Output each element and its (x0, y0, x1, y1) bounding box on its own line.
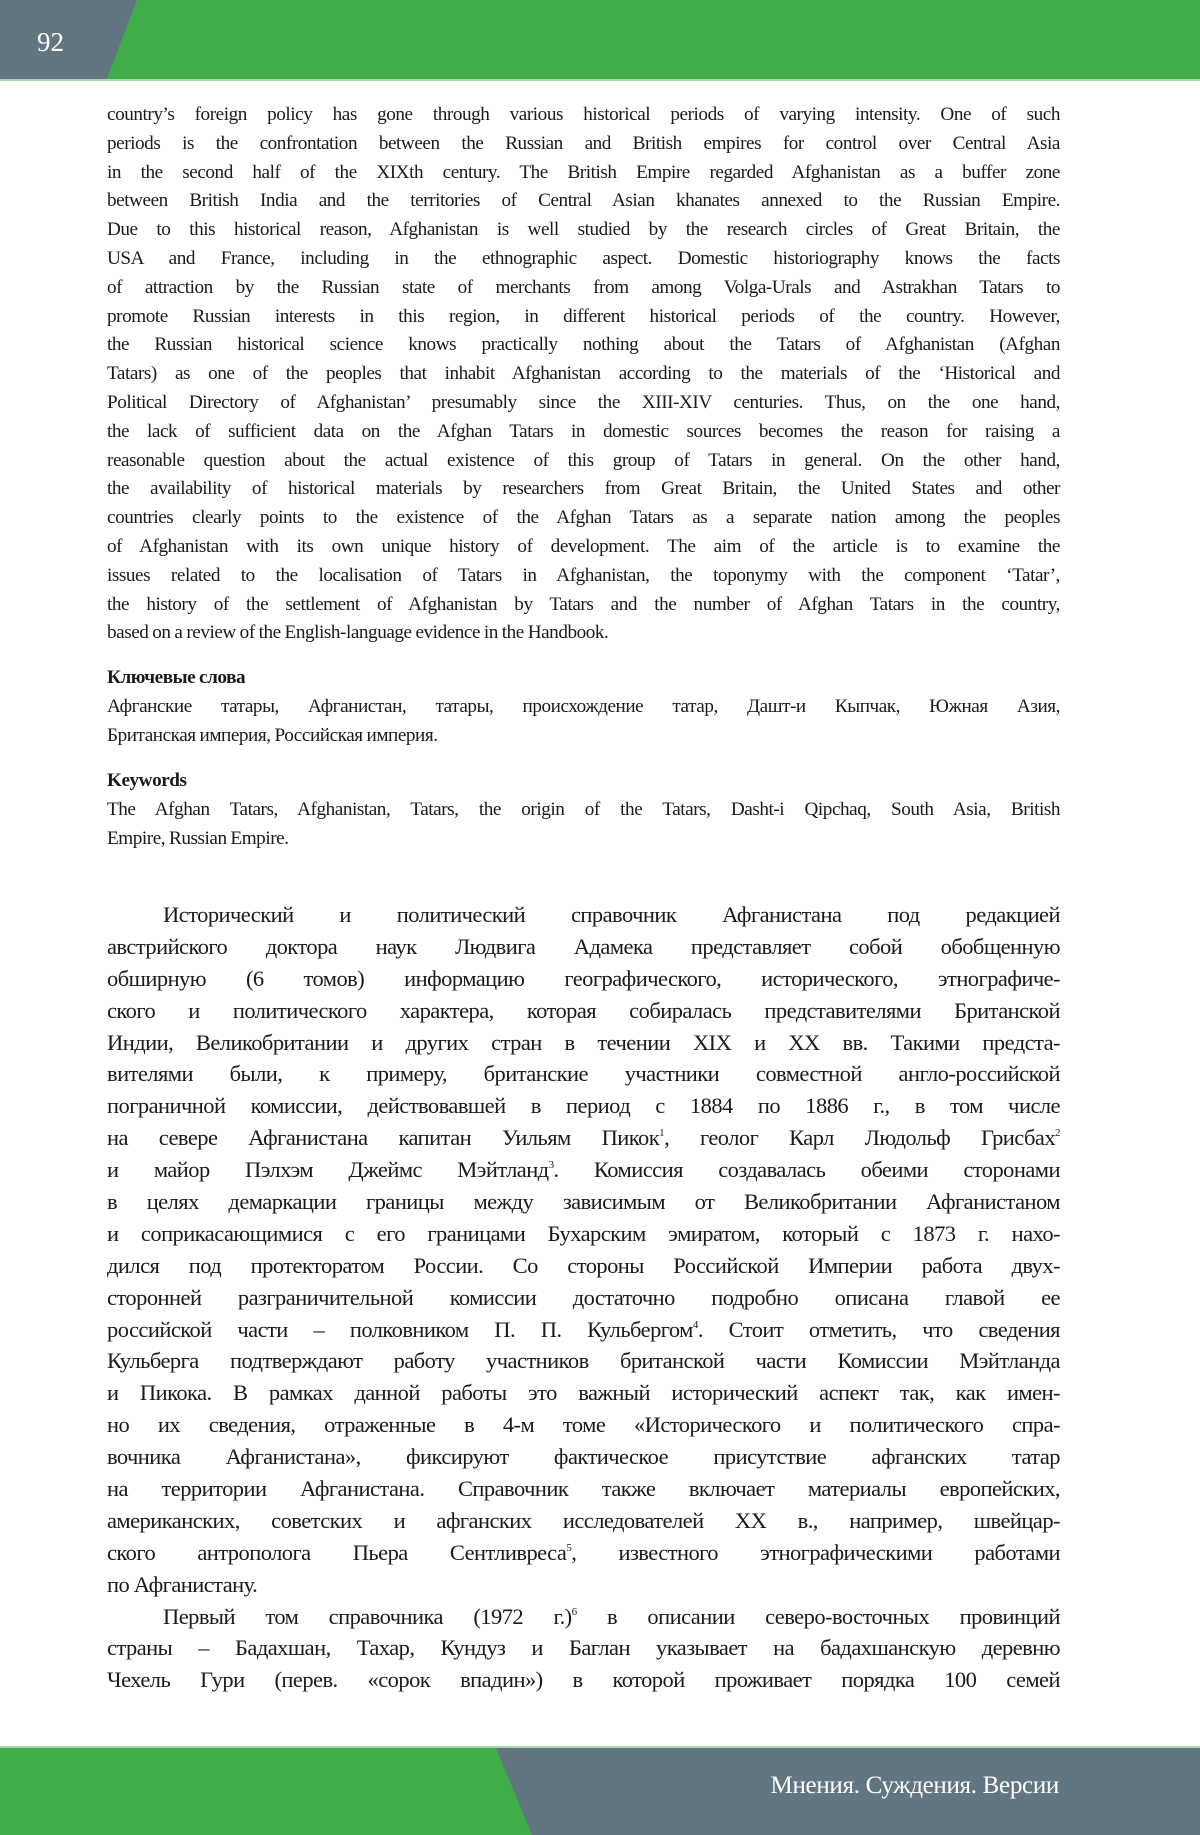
text-line: The Afghan Tatars, Afghanistan, Tatars, the origin of the Tatars, Dasht-i Qipchaq, South Asia, British (107, 796, 1060, 825)
text-segment: Чехель Гури (перев. «сорок впадин») в которой проживает порядка 100 семей (107, 1667, 1060, 1692)
text-segment: но их сведения, отраженные в 4-м томе «Исторического и политического спра- (107, 1412, 1060, 1437)
text-line: Британская империя, Российская империя. (107, 722, 1060, 751)
text-line (107, 1569, 1060, 1601)
text-segment: на территории Афганистана. Справочник также включает материалы европейских, (107, 1476, 1060, 1501)
text-line (107, 1664, 1060, 1696)
keywords-ru-heading: Ключевые слова (107, 664, 1060, 693)
text-segment: и Пикока. В рамках данной работы это важный исторический аспект так, как имен- (107, 1380, 1060, 1405)
text-segment: обширную (6 томов) информацию географического, исторического, этнографиче- (107, 966, 1060, 991)
header-gray-tab (0, 0, 140, 81)
keywords-ru (107, 664, 1060, 750)
text-segment: Кульберга подтверждают работу участников британской части Комиссии Мэйтланда (107, 1348, 1060, 1373)
text-line (107, 899, 1060, 931)
text-segment: Первый том справочника (1972 г.) (163, 1604, 572, 1629)
text-line (107, 1345, 1060, 1377)
text-line: of Afghanistan with its own unique history of development. The aim of the article is to examine the (107, 533, 1060, 562)
text-segment: ского антрополога Пьера Сентливреса (107, 1540, 566, 1565)
text-line: of attraction by the Russian state of merchants from among Volga-Urals and Astrakhan Tatars to (107, 274, 1060, 303)
footnote-ref: 1 (659, 1127, 664, 1139)
text-line (107, 1473, 1060, 1505)
text-line (107, 1505, 1060, 1537)
text-line: promote Russian interests in this region, in different historical periods of the country. However, (107, 303, 1060, 332)
text-line (107, 1314, 1060, 1346)
text-line: periods is the confrontation between the Russian and British empires for control over Central Asia (107, 130, 1060, 159)
header-divider (0, 79, 1200, 81)
footnote-ref: 5 (566, 1542, 571, 1554)
text-segment: на севере Афганистана капитан Уильям Пикок (107, 1125, 659, 1150)
text-segment: пограничной комиссии, действовавшей в период с 1884 по 1886 г., в том числе (107, 1093, 1060, 1118)
text-segment: ского и политического характера, которая собиралась представителями Британской (107, 998, 1060, 1023)
page-footer (0, 1746, 1200, 1835)
text-segment: в описании северо-восточных провинций (577, 1604, 1060, 1629)
footnote-ref: 2 (1055, 1127, 1060, 1139)
text-segment: . Стоит отметить, что сведения (698, 1317, 1060, 1342)
text-line (107, 1250, 1060, 1282)
text-line: based on a review of the English-language evidence in the Handbook. (107, 619, 1060, 648)
text-segment: по Афганистану. (107, 1572, 257, 1597)
footer-green-band (0, 1746, 535, 1835)
text-line (107, 931, 1060, 963)
text-segment: вочника Афганистана», фиксируют фактическое присутствие афганских татар (107, 1444, 1060, 1469)
text-line (107, 1154, 1060, 1186)
text-segment: , известного этнографическими работами (571, 1540, 1060, 1565)
text-line: the availability of historical materials by researchers from Great Britain, the United States and other (107, 475, 1060, 504)
text-segment: в целях демаркации границы между зависимым от Великобритании Афганистаном (107, 1189, 1060, 1214)
page-number: 92 (37, 27, 64, 58)
text-line: in the second half of the XIXth century. The British Empire regarded Afghanistan as a buffer zone (107, 159, 1060, 188)
text-segment: Индии, Великобритании и других стран в течении XIX и XX вв. Такими предста- (107, 1030, 1060, 1055)
text-line (107, 1409, 1060, 1441)
text-segment: российской части – полковником П. П. Кульбергом (107, 1317, 693, 1342)
body-text (107, 899, 1060, 1696)
text-line: Due to this historical reason, Afghanistan is well studied by the research circles of Great Britain, the (107, 216, 1060, 245)
text-line: Tatars) as one of the peoples that inhabit Afghanistan according to the materials of the ‘Historical and (107, 360, 1060, 389)
text-line: the Russian historical science knows practically nothing about the Tatars of Afghanistan (Afghan (107, 331, 1060, 360)
journal-title: Мнения. Суждения. Версии (771, 1772, 1059, 1800)
footnote-ref: 3 (549, 1159, 554, 1171)
text-segment: и майор Пэлхэм Джеймс Мэйтланд (107, 1157, 549, 1182)
text-line (107, 1218, 1060, 1250)
text-line (107, 1377, 1060, 1409)
text-line: the lack of sufficient data on the Afghan Tatars in domestic sources becomes the reason for raising a (107, 418, 1060, 447)
text-segment: сторонней разграничительной комиссии достаточно подробно описана главой ее (107, 1285, 1060, 1310)
keywords-en-heading: Keywords (107, 767, 1060, 796)
text-segment: австрийского доктора наук Людвига Адамека представляет собой обобщенную (107, 934, 1060, 959)
text-segment: , геолог Карл Людольф Грисбах (664, 1125, 1055, 1150)
text-segment: дился под протекторатом России. Со стороны Российской Империи работа двух- (107, 1253, 1060, 1278)
text-line (107, 1058, 1060, 1090)
footer-divider (0, 1746, 1200, 1748)
text-line: issues related to the localisation of Tatars in Afghanistan, the toponymy with the component ‘Tatar’, (107, 562, 1060, 591)
text-line (107, 963, 1060, 995)
text-line: Political Directory of Afghanistan’ presumably since the XIII-XIV centuries. Thus, on the one hand, (107, 389, 1060, 418)
text-line (107, 1027, 1060, 1059)
text-line: Empire, Russian Empire. (107, 825, 1060, 854)
text-line (107, 1090, 1060, 1122)
text-segment: американских, советских и афганских исследователей XX в., например, швейцар- (107, 1508, 1060, 1533)
text-line (107, 1441, 1060, 1473)
abstract-text (107, 101, 1060, 648)
text-line: USA and France, including in the ethnographic aspect. Domestic historiography knows the facts (107, 245, 1060, 274)
text-line: the history of the settlement of Afghanistan by Tatars and the number of Afghan Tatars in the country, (107, 591, 1060, 620)
text-segment: . Комиссия создавалась обеими сторонами (554, 1157, 1060, 1182)
keywords-en (107, 767, 1060, 853)
text-line (107, 1282, 1060, 1314)
footnote-ref: 4 (693, 1319, 698, 1331)
text-line: countries clearly points to the existence of the Afghan Tatars as a separate nation among the peoples (107, 504, 1060, 533)
text-line (107, 995, 1060, 1027)
text-line (107, 1601, 1060, 1633)
text-line (107, 1537, 1060, 1569)
footnote-ref: 6 (572, 1606, 577, 1618)
text-line: country’s foreign policy has gone through various historical periods of varying intensity. One of such (107, 101, 1060, 130)
text-line: between British India and the territories of Central Asian khanates annexed to the Russian Empire. (107, 187, 1060, 216)
text-segment: и соприкасающимися с его границами Бухарским эмиратом, который с 1873 г. нахо- (107, 1221, 1060, 1246)
text-line (107, 1122, 1060, 1154)
text-segment: страны – Бадахшан, Тахар, Кундуз и Баглан указывает на бадахшанскую деревню (107, 1635, 1060, 1660)
text-line: reasonable question about the actual existence of this group of Tatars in general. On the other hand, (107, 447, 1060, 476)
text-line (107, 1632, 1060, 1664)
text-segment: вителями были, к примеру, британские участники совместной англо-российской (107, 1061, 1060, 1086)
page-header (0, 0, 1200, 81)
text-segment: Исторический и политический справочник Афганистана под редакцией (163, 902, 1060, 927)
text-line: Афганские татары, Афганистан, татары, происхождение татар, Дашт-и Кыпчак, Южная Азия, (107, 693, 1060, 722)
text-line (107, 1186, 1060, 1218)
